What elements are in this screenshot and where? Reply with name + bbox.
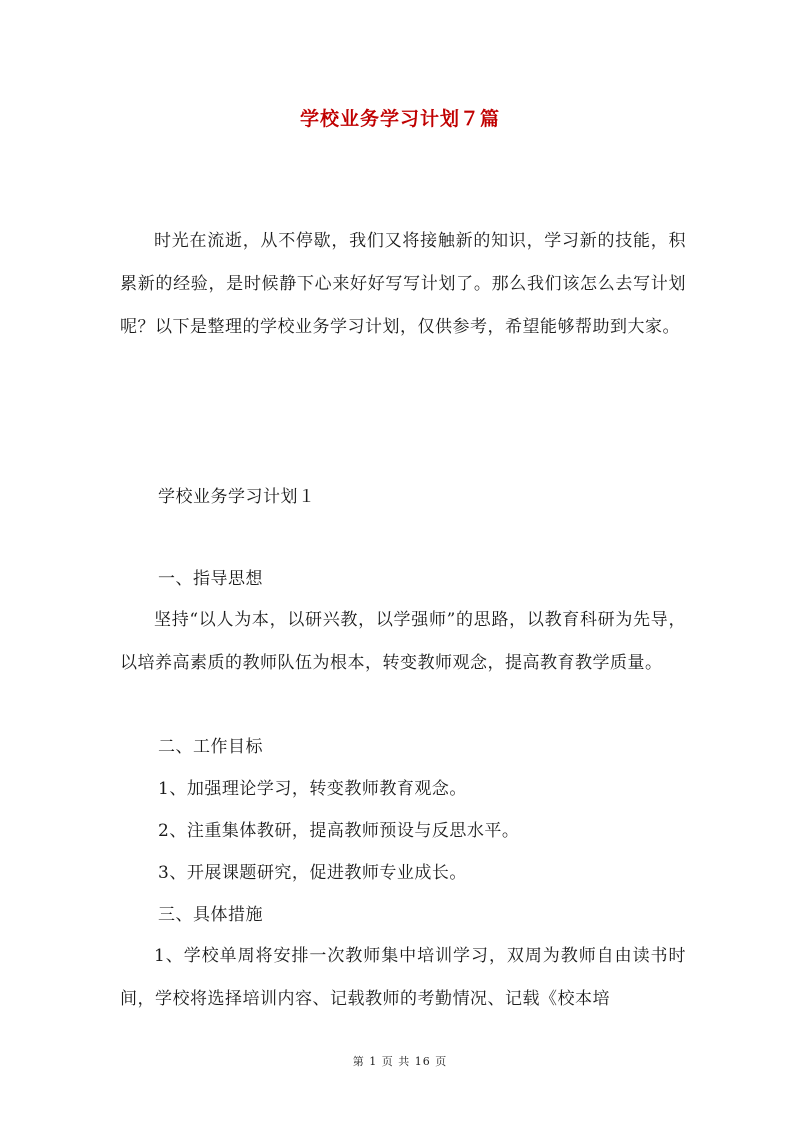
paragraph-measure-1: 1、学校单周将安排一次教师集中培训学习，双周为教师自由读书时间，学校将选择培训内容、记载教师的考勤情况、记载《校本培: [120, 946, 686, 1009]
heading-specific-measures: 三、具体措施: [158, 905, 263, 925]
document-title: 学校业务学习计划７篇: [299, 108, 500, 130]
heading-guiding-ideology: 一、指导思想: [158, 569, 263, 589]
paragraph-guiding-ideology: 坚持“以人为本，以研兴教，以学强师”的思路，以教育科研为先导，以培养高素质的教师队伍为根本，转变教师观念，提高教育教学质量。: [120, 610, 686, 673]
goal-item: 2、注重集体教研，提高教师预设与反思水平。: [158, 821, 520, 841]
section-heading: 学校业务学习计划１: [158, 487, 316, 507]
page-number-footer: 第 1 页 共 16 页: [352, 1055, 448, 1068]
intro-paragraph: 时光在流逝，从不停歇，我们又将接触新的知识，学习新的技能，积累新的经验，是时候静下心来好好写写计划了。那么我们该怎么去写计划呢？以下是整理的学校业务学习计划，仅供参考，希望能够帮助到大家。: [120, 231, 686, 337]
goal-item: 3、开展课题研究，促进教师专业成长。: [158, 863, 467, 883]
heading-work-goals: 二、工作目标: [158, 737, 263, 757]
goal-item: 1、加强理论学习，转变教师教育观念。: [158, 779, 467, 799]
